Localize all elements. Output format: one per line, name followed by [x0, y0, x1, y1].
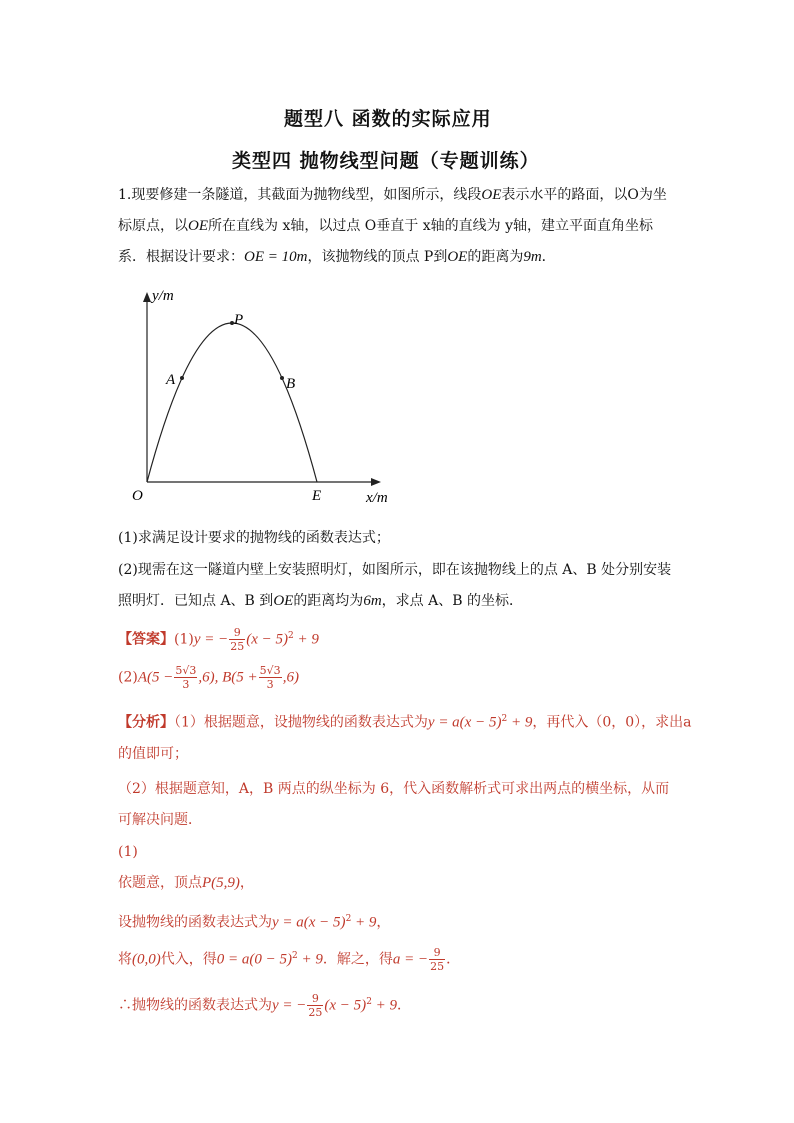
analysis-line-4: 可解决问题． — [118, 812, 202, 828]
problem-line-3: 系．根据设计要求：OE = 10m，该抛物线的顶点 P到OE的距离为9m． — [118, 249, 556, 265]
answer-fraction: $\frac{9}{25}$ — [230, 626, 245, 654]
solution-line-3: 将(0,0)代入，得$0 = a(0 - 5)^2 + 9$．解之，得a = − $\frac{9}{25}$ ． — [118, 946, 461, 974]
solution-part-1: (1) — [118, 844, 138, 860]
analysis-line-1: 【分析】（1）根据题意，设抛物线的函数表达式为$y = a(x - 5)^2 + 9$，再代入（0，0），求出a — [118, 714, 692, 731]
x-axis-label: x/m — [366, 490, 388, 506]
p-label: P — [234, 312, 244, 328]
answer-tag: 【答案】 — [118, 631, 174, 648]
analysis-line-3: （2）根据题意知，A，B 两点的纵坐标为 6，代入函数解析式可求出两点的横坐标，从而 — [118, 781, 670, 797]
point-b — [280, 376, 284, 380]
x-axis-arrow — [371, 478, 381, 486]
origin-label: O — [132, 488, 143, 504]
problem-line-2: 标原点，以OE所在直线为 x轴，以过点 O垂直于 x轴的直线为 y轴，建立平面直角坐标 — [118, 218, 653, 234]
b-label: B — [286, 376, 296, 392]
y-axis-arrow — [143, 292, 151, 302]
answer-line-1: 【答案】(1)y = − $\frac{9}{25}$ $(x - 5)^2 + 9$ — [118, 626, 319, 654]
title-main: 题型八 函数的实际应用 — [284, 108, 492, 130]
solution-line-1: 依题意，顶点P(5,9)， — [118, 875, 254, 891]
answer-line-2: (2)A(5 − $\frac{5√3}{3}$ ,6), B(5 + $\frac{5√3}{3}$ ,6) — [118, 664, 299, 691]
title-sub: 类型四 抛物线型问题（专题训练） — [232, 150, 540, 172]
y-axis-label: y/m — [152, 288, 174, 304]
analysis-tag: 【分析】 — [118, 714, 174, 731]
question-2-line-1: (2)现需在这一隧道内壁上安装照明灯，如图所示，即在该抛物线上的点 A、B 处分别安装 — [118, 562, 672, 578]
solution-line-4: ∴抛物线的函数表达式为y = − $\frac{9}{25}$ $(x - 5)^2 + 9$． — [118, 992, 412, 1020]
analysis-line-2: 的值即可； — [118, 746, 188, 762]
a-label: A — [166, 372, 176, 388]
parabola-curve — [147, 323, 317, 482]
e-label: E — [312, 488, 322, 504]
question-2-line-2: 照明灯．已知点 A、B 到OE的距离均为6m，求点 A、B 的坐标． — [118, 593, 523, 609]
solution-line-2: 设抛物线的函数表达式为$y = a(x - 5)^2 + 9$， — [118, 914, 391, 931]
question-1: (1)求满足设计要求的抛物线的函数表达式； — [118, 530, 390, 546]
problem-line-1: 1.现要修建一条隧道，其截面为抛物线型，如图所示，线段OE表示水平的路面，以O为坐 — [118, 187, 667, 203]
point-a — [180, 376, 184, 380]
parabola-figure — [0, 0, 794, 520]
